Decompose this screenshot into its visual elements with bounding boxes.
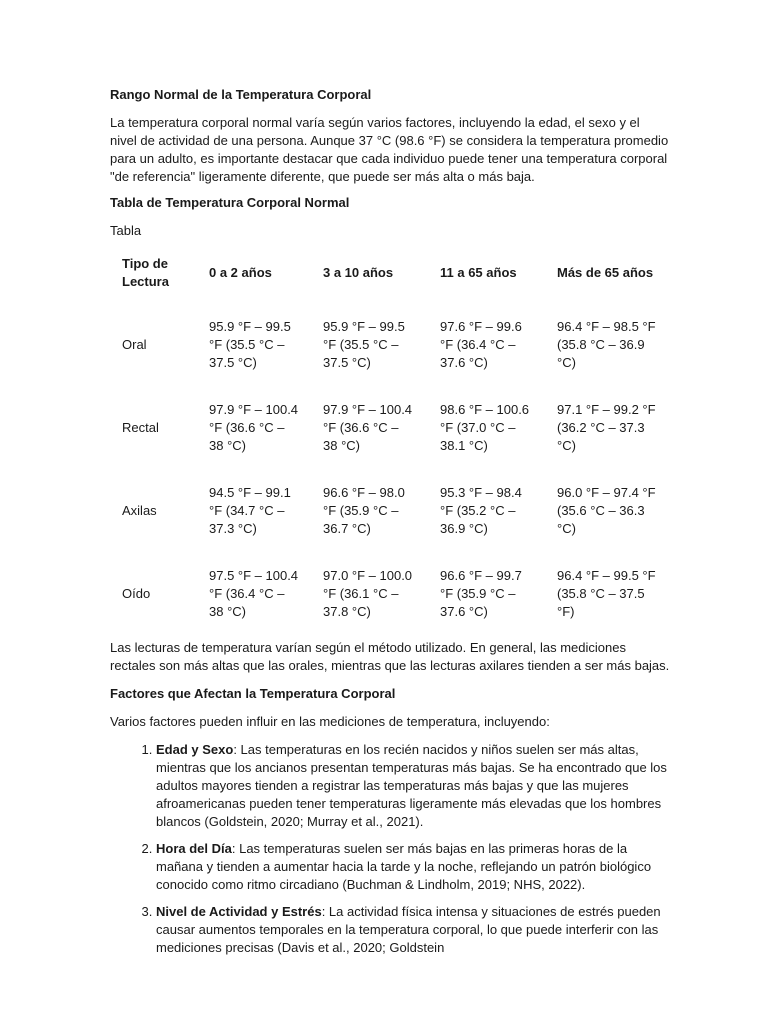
table-row bbox=[110, 298, 670, 381]
table-row bbox=[110, 464, 670, 547]
table-cell: 96.4 °F – 99.5 °F (35.8 °C – 37.5 °F) bbox=[557, 567, 656, 619]
table-header-row bbox=[110, 248, 670, 298]
table-cell: 97.9 °F – 100.4 °F (36.6 °C – 38 °C) bbox=[323, 401, 413, 453]
table-cell: 97.1 °F – 99.2 °F (36.2 °C – 37.3 °C) bbox=[557, 401, 656, 453]
header-cell: 0 a 2 años bbox=[209, 265, 272, 280]
table-cell: 97.6 °F – 99.6 °F (36.4 °C – 37.6 °C) bbox=[440, 318, 522, 370]
list-item bbox=[156, 741, 670, 831]
row-label: Oral bbox=[122, 336, 147, 352]
header-cell: Tipo de Lectura bbox=[122, 256, 169, 289]
table-cell: 95.9 °F – 99.5 °F (35.5 °C – 37.5 °C) bbox=[323, 318, 405, 370]
factor-text: : La actividad física intensa y situaciones de estrés pueden causar aumentos temporales en la temperatura corporal, lo que puede interferir con las mediciones precisas (Davis et al., 2020; Goldstein bbox=[156, 904, 661, 955]
table-cell: 97.0 °F – 100.0 °F (36.1 °C – 37.8 °C) bbox=[323, 567, 413, 619]
table-cell: 95.3 °F – 98.4 °F (35.2 °C – 36.9 °C) bbox=[440, 484, 522, 536]
table-cell: 96.4 °F – 98.5 °F (35.8 °C – 36.9 °C) bbox=[557, 318, 656, 370]
table-cell: 98.6 °F – 100.6 °F (37.0 °C – 38.1 °C) bbox=[440, 401, 530, 453]
intro-paragraph: La temperatura corporal normal varía según varios factores, incluyendo la edad, el sexo y el nivel de actividad de una persona. Aunque 37 °C (98.6 °F) se considera la temperatura promedio para un adulto, es importante destacar que cada individuo puede tener una temperatura corporal "de referencia" ligeramente diferente, que puede ser más alta o más baja. bbox=[110, 115, 669, 184]
table-cell: 96.0 °F – 97.4 °F (35.6 °C – 36.3 °C) bbox=[557, 484, 656, 536]
table-heading: Tabla de Temperatura Corporal Normal bbox=[110, 195, 350, 210]
factor-term: Nivel de Actividad y Estrés bbox=[156, 904, 322, 919]
table-row bbox=[110, 547, 670, 630]
list-item bbox=[156, 903, 670, 957]
table-cell: 96.6 °F – 99.7 °F (35.9 °C – 37.6 °C) bbox=[440, 567, 522, 619]
factors-list bbox=[110, 741, 670, 957]
factor-term: Edad y Sexo bbox=[156, 742, 234, 757]
table-cell: 95.9 °F – 99.5 °F (35.5 °C – 37.5 °C) bbox=[209, 318, 291, 370]
table-cell: 97.5 °F – 100.4 °F (36.4 °C – 38 °C) bbox=[209, 567, 299, 619]
table-cell: 96.6 °F – 98.0 °F (35.9 °C – 36.7 °C) bbox=[323, 484, 405, 536]
row-label: Axilas bbox=[122, 502, 157, 518]
header-cell: 3 a 10 años bbox=[323, 265, 394, 280]
document-page bbox=[110, 86, 670, 966]
table-cell: 97.9 °F – 100.4 °F (36.6 °C – 38 °C) bbox=[209, 401, 299, 453]
note-paragraph: Las lecturas de temperatura varían según el método utilizado. En general, las mediciones rectales son más altas que las orales, mientras que las lecturas axilares tienden a ser más bajas. bbox=[110, 640, 670, 673]
header-cell: Más de 65 años bbox=[557, 265, 654, 280]
factor-text: : Las temperaturas en los recién nacidos y niños suelen ser más altas, mientras que los ancianos presentan temperaturas más bajas. Se ha encontrado que los adultos mayores tienden a registrar las temperaturas más bajas y que las mujeres afroamericanas pueden tener temperaturas ligeramente más elevadas que los hombres blancos (Goldstein, 2020; Murray et al., 2021). bbox=[156, 742, 667, 829]
table-cell: 94.5 °F – 99.1 °F (34.7 °C – 37.3 °C) bbox=[209, 484, 291, 536]
document-title: Rango Normal de la Temperatura Corporal bbox=[110, 87, 372, 102]
factor-term: Hora del Día bbox=[156, 841, 232, 856]
header-cell: 11 a 65 años bbox=[440, 265, 517, 280]
row-label: Oído bbox=[122, 585, 151, 601]
factors-heading: Factores que Afectan la Temperatura Corporal bbox=[110, 686, 396, 701]
table-caption: Tabla bbox=[110, 223, 142, 238]
list-item bbox=[156, 840, 670, 894]
temperature-table bbox=[110, 248, 670, 630]
factor-text: : Las temperaturas suelen ser más bajas en las primeras horas de la mañana y tienden a aumentar hacia la tarde y la noche, reflejando un patrón biológico conocido como ritmo circadiano (Buchman & Lindholm, 2019; NHS, 2022). bbox=[156, 841, 652, 892]
factors-intro: Varios factores pueden influir en las mediciones de temperatura, incluyendo: bbox=[110, 714, 550, 729]
row-label: Rectal bbox=[122, 419, 159, 435]
table-row bbox=[110, 381, 670, 464]
